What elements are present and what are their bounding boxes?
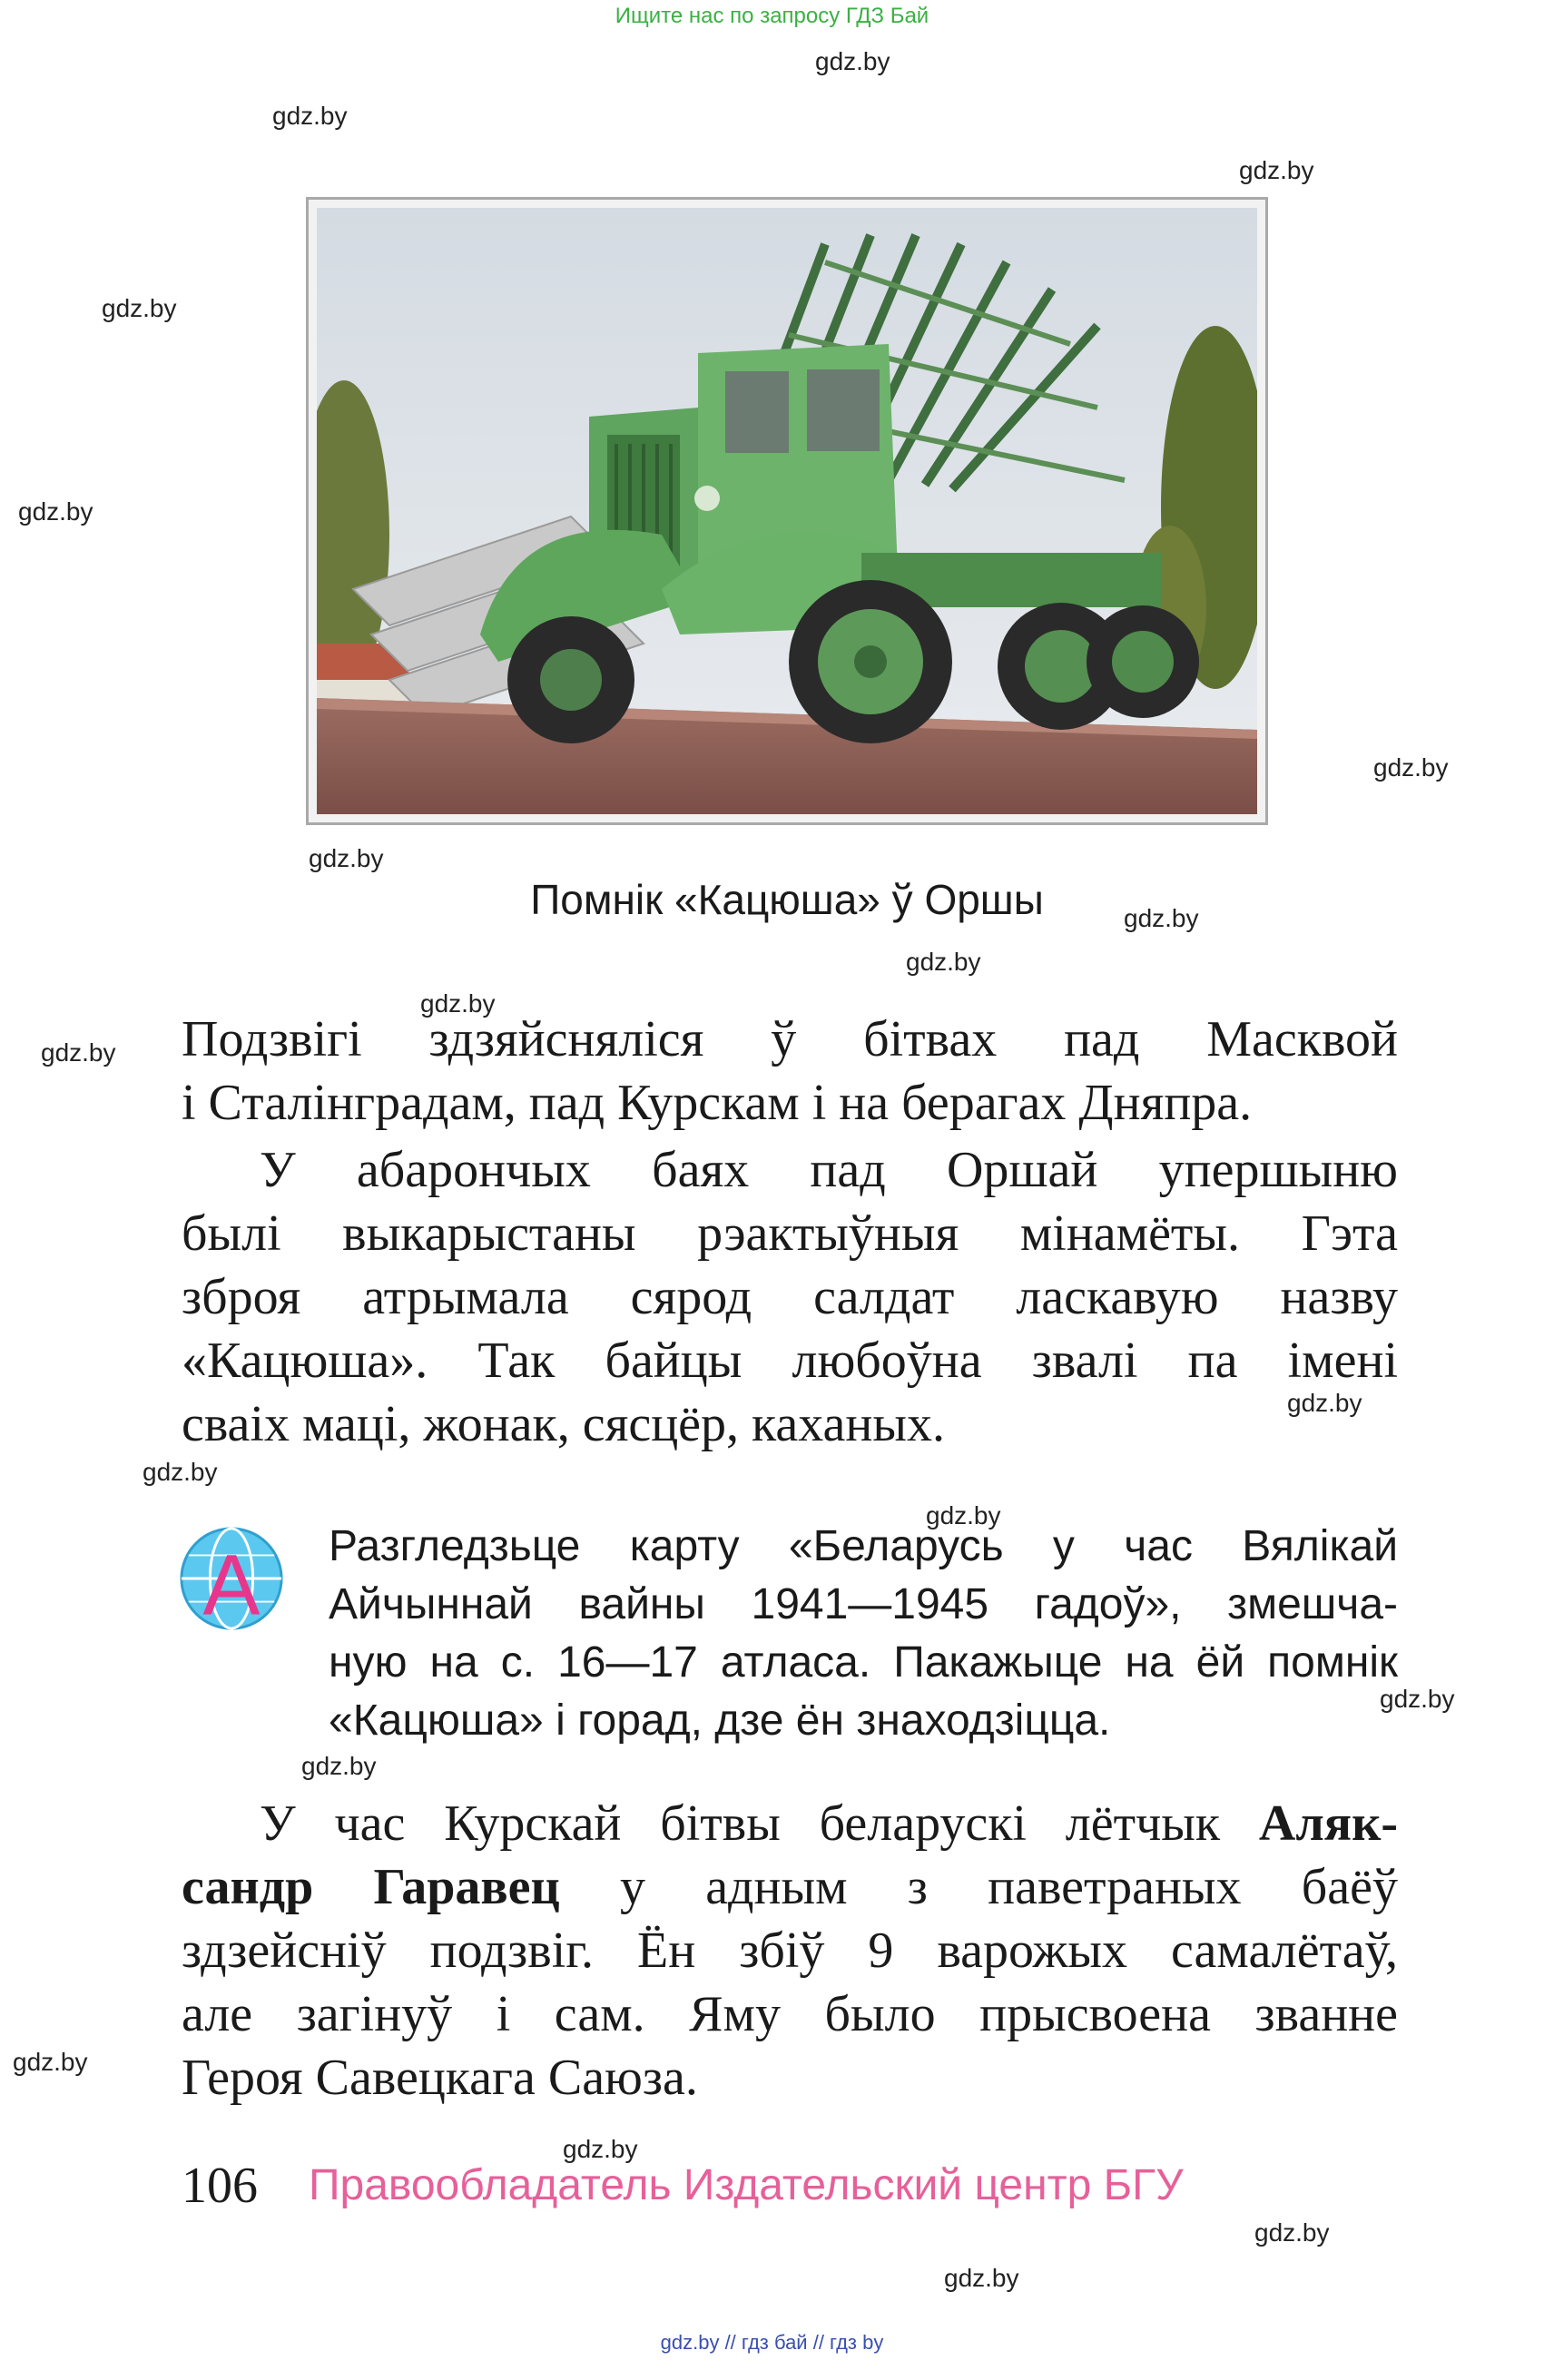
watermark: gdz.by [906,948,981,976]
text-line: Героя Савецкага Саюза. [182,2050,698,2106]
watermark: gdz.by [926,1501,1001,1529]
text-line: здзейсніў подзвіг. Ён збіў 9 варожых самалётаў, [182,1923,1398,1979]
watermark: gdz.by [102,294,177,322]
watermark: gdz.by [301,1752,377,1780]
watermark: gdz.by [1373,753,1449,782]
watermark: gdz.by [944,2264,1019,2292]
watermark: gdz.by [1254,2218,1330,2247]
watermark: gdz.by [1380,1685,1455,1713]
text-line [182,1855,1398,1919]
hero-name: сандр Гаравец [182,1859,560,1915]
watermark: gdz.by [1287,1389,1362,1417]
bottom-banner[interactable]: gdz.by // гдз бай // гдз by [660,2331,884,2354]
text-line [182,1792,1398,1855]
monument-photo [306,197,1268,825]
text-line: але загінуў і сам. Яму было прысвоена званне [182,1986,1398,2042]
text-line: «Кацюша» і горад, дзе ён знаходзіцца. [329,1696,1111,1745]
text-line: і Сталінградам, пад Курскам і на берагах Дняпра. [182,1075,1253,1131]
text-line: Подзвігі здзяйсняліся ў бітвах пад Масквой [182,1011,1398,1067]
text-line: зброя атрымала сярод салдат ласкавую назву [182,1269,1398,1325]
watermark: gdz.by [41,1038,116,1067]
watermark: gdz.by [420,989,496,1018]
watermark: gdz.by [1239,156,1314,184]
atlas-task-icon [178,1525,285,1632]
watermark: gdz.by [1124,904,1199,932]
text-line: Разгледзьце карту «Беларусь у час Вялікай [329,1522,1398,1570]
watermark: gdz.by [143,1458,218,1486]
watermark: gdz.by [272,102,348,130]
photo-caption: Помнік «Кацюша» ў Оршы [530,876,1044,923]
text-line: Айчыннай вайны 1941—1945 гадоў», змешча- [329,1580,1398,1628]
text-line: У абарончых баях пад Оршай упершыню [260,1142,1398,1198]
text-line: «Кацюша». Так байцы любоўна звалі па імені [182,1333,1398,1389]
badge-letter: А [202,1538,261,1632]
top-banner[interactable]: Ищите нас по запросу ГДЗ Бай [615,4,929,28]
watermark: gdz.by [13,2048,88,2076]
katyusha-monument-illustration [317,208,1257,814]
hero-name: Аляк- [1258,1795,1398,1852]
text-line: былі выкарыстаны рэактыўныя мінамёты. Гэта [182,1205,1398,1262]
page-number: 106 [182,2158,258,2214]
text-segment: У час Курскай бітвы беларускі лётчык [260,1795,1259,1852]
rights-holder: Правообладатель Издательский центр БГУ [309,2161,1184,2209]
paragraph-battles [182,1008,1398,1135]
text-line: ную на с. 16—17 атласа. Пакажыце на ёй помнік [329,1638,1398,1687]
text-segment: у адным з паветраных баёў [559,1859,1398,1915]
paragraph-katyusha [182,1138,1398,1456]
watermark: gdz.by [815,47,890,75]
text-line: сваіх маці, жонак, сясцёр, каханых. [182,1396,945,1452]
watermark: gdz.by [18,497,93,526]
watermark: gdz.by [309,844,384,872]
paragraph-garavets [182,1792,1398,2110]
watermark: gdz.by [563,2135,638,2163]
atlas-task [329,1518,1398,1750]
